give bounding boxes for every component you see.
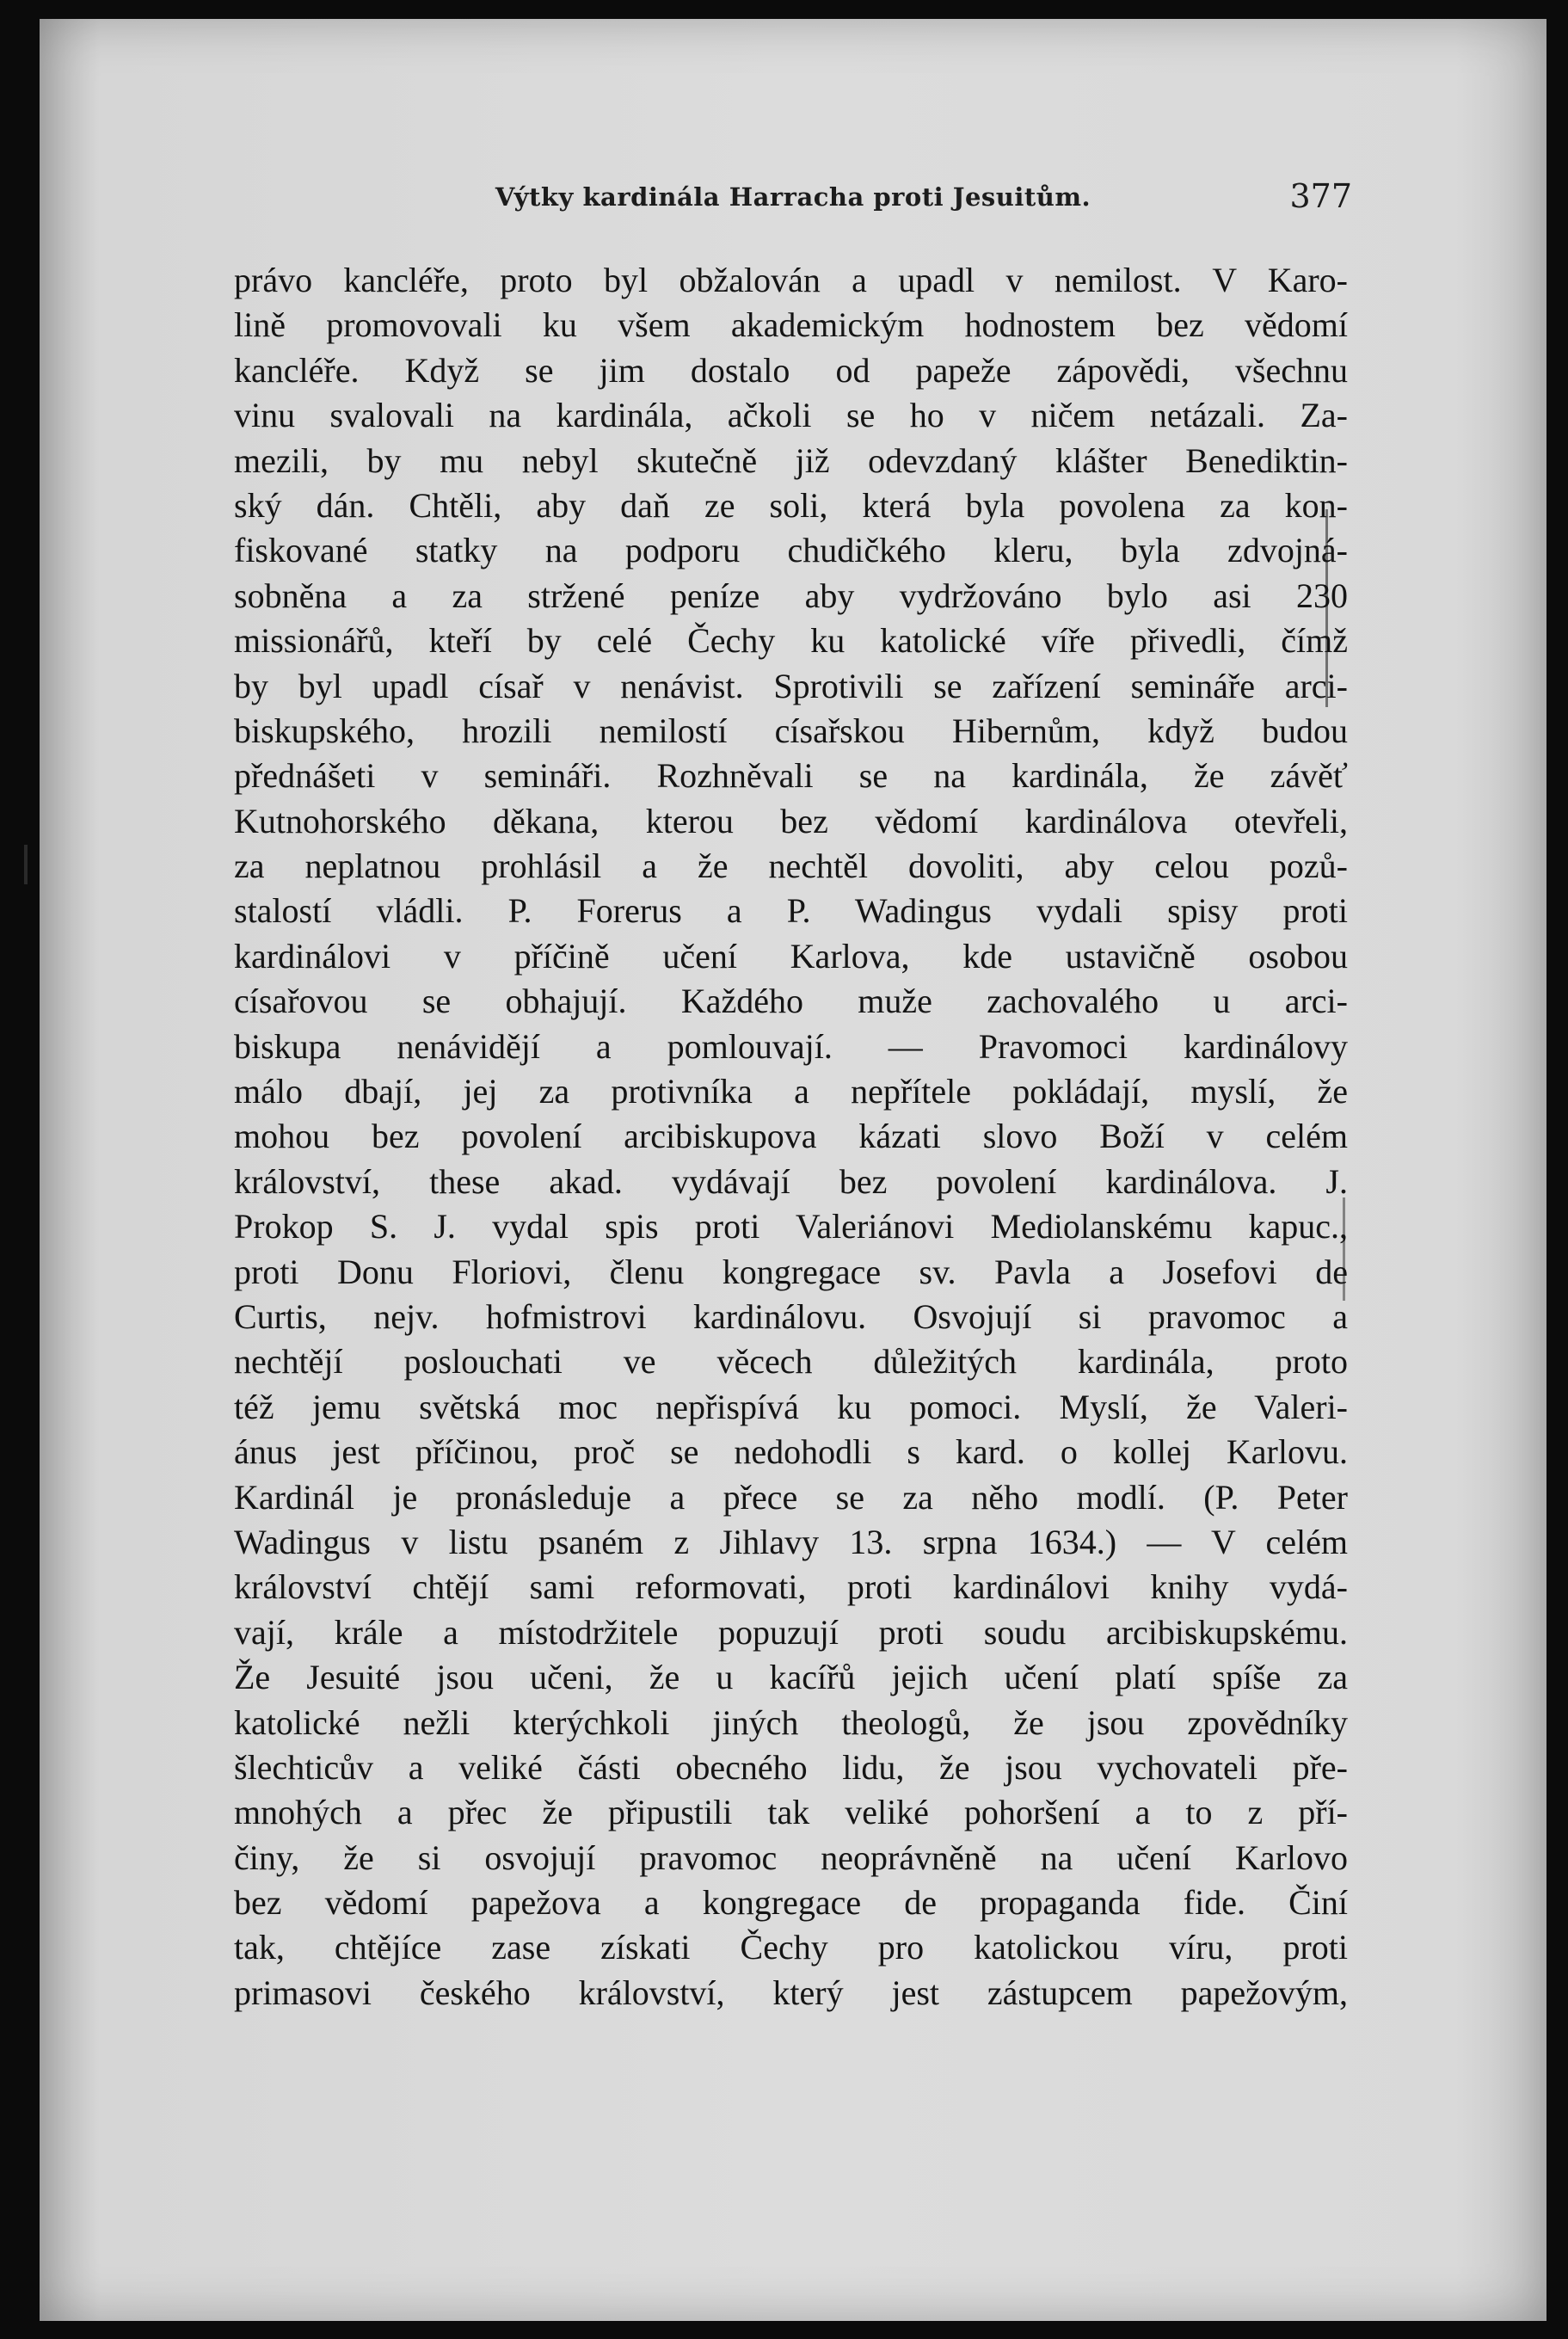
text-line: stalostí vládli. P. Forerus a P. Wadingus vydali spisy proti (234, 891, 1348, 931)
text-line: mezili, by mu nebyl skutečně již odevzdaný klášter Benediktin- (234, 440, 1348, 480)
text-line: tak, chtějíce zase získati Čechy pro katolickou víru, proti (234, 1928, 1348, 1967)
body-text (234, 258, 1348, 2016)
text-line: za neplatnou prohlásil a že nechtěl dovoliti, aby celou pozů- (234, 846, 1348, 886)
text-line: Wadingus v listu psaném z Jihlavy 13. srpna 1634.) — V celém (234, 1522, 1348, 1561)
page-number: 377 (1289, 177, 1352, 215)
text-line: kancléře. Když se jim dostalo od papeže zápovědi, všechnu (234, 350, 1348, 390)
text-line: království, these akad. vydávají bez povolení kardinálova. J. (234, 1161, 1348, 1201)
text-line: kardinálovi v příčině učení Karlova, kde ustavičně osobou (234, 936, 1348, 976)
text-line: bez vědomí papežova a kongregace de propaganda fide. Činí (234, 1883, 1348, 1923)
text-line: právo kancléře, proto byl obžalován a upadl v nemilost. V Karo- (234, 261, 1348, 299)
text-line: činy, že si osvojují pravomoc neoprávněně na učení Karlovo (234, 1837, 1348, 1877)
text-line: šlechticův a veliké části obecného lidu, že jsou vychovateli pře- (234, 1747, 1348, 1787)
text-line: primasovi českého království, který jest zástupcem papežovým, (234, 1973, 1348, 2012)
text-line: by byl upadl císař v nenávist. Sprotivili se zařízení semináře arci- (234, 666, 1348, 705)
left-margin-mark (24, 845, 28, 884)
text-line: Prokop S. J. vydal spis proti Valeriánovi Mediolanskému kapuc., (234, 1207, 1348, 1246)
text-line: katolické nežli kterýchkoli jiných theologů, že jsou zpovědníky (234, 1702, 1348, 1742)
text-line: missionářů, kteří by celé Čechy ku katolické víře přivedli, čímž (234, 621, 1348, 661)
text-line: lině promovovali ku všem akademickým hodnostem bez vědomí (234, 305, 1348, 345)
text-line: Kardinál je pronásleduje a přece se za něho modlí. (P. Peter (234, 1477, 1348, 1517)
running-head: Výtky kardinála Harracha proti Jesuitům. (495, 182, 1091, 212)
text-line: fiskované statky na podporu chudičkého kleru, byla zdvojná- (234, 531, 1348, 570)
text-line: sobněna a za stržené peníze aby vydržováno bylo asi 230 (234, 576, 1348, 615)
text-line: ský dán. Chtěli, aby daň ze soli, která byla povolena za kon- (234, 485, 1348, 525)
text-line: císařovou se obhajují. Každého muže zachovalého u arci- (234, 982, 1348, 1021)
text-line: málo dbají, jej za protivníka a nepřítele pokládají, myslí, že (234, 1072, 1348, 1111)
text-line: mohou bez povolení arcibiskupova kázati slovo Boží v celém (234, 1117, 1348, 1156)
text-line: též jemu světská moc nepřispívá ku pomoci. Myslí, že Valeri- (234, 1387, 1348, 1426)
text-line: Že Jesuité jsou učeni, že u kacířů jejich učení platí spíše za (234, 1658, 1348, 1697)
text-line: ánus jest příčinou, proč se nedohodli s kard. o kollej Karlovu. (234, 1432, 1348, 1472)
text-line: Kutnohorského děkana, kterou bez vědomí kardinálova otevřeli, (234, 801, 1348, 840)
text-line: nechtějí poslouchati ve věcech důležitých kardinála, proto (234, 1342, 1348, 1382)
text-line: proti Donu Floriovi, členu kongregace sv. Pavla a Josefovi de (234, 1252, 1348, 1291)
text-line: mnohých a přec že připustili tak veliké pohoršení a to z pří- (234, 1793, 1348, 1832)
text-line: biskupa nenávidějí a pomlouvají. — Pravomoci kardinálovy (234, 1026, 1348, 1066)
page-header (234, 177, 1352, 229)
text-line: biskupského, hrozili nemilostí císařskou Hibernům, když budou (234, 711, 1348, 750)
text-line: království chtějí sami reformovati, proti kardinálovi knihy vydá- (234, 1567, 1348, 1607)
text-line: přednášeti v semináři. Rozhněvali se na kardinála, že závěť (234, 756, 1348, 796)
book-page (40, 19, 1546, 2321)
text-line: vají, krále a místodržitele popuzují proti soudu arcibiskupskému. (234, 1612, 1348, 1652)
text-line: vinu svalovali na kardinála, ačkoli se ho v ničem netázali. Za- (234, 396, 1348, 435)
text-line: Curtis, nejv. hofmistrovi kardinálovu. Osvojují si pravomoc a (234, 1296, 1348, 1336)
